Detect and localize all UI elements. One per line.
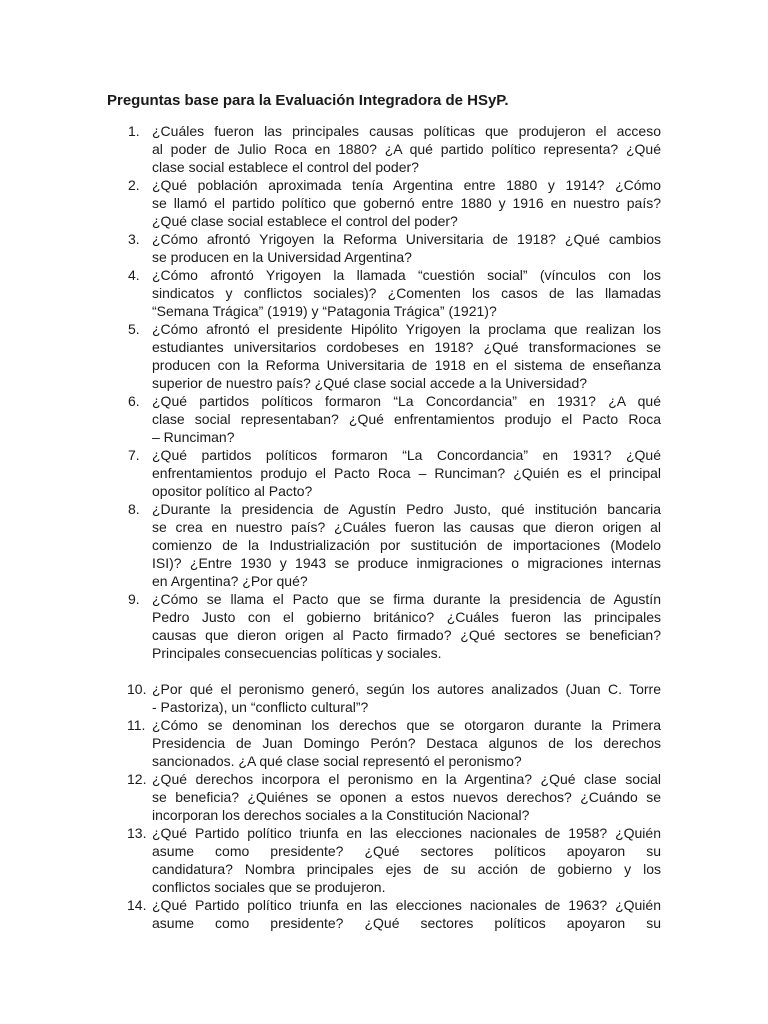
question-item [0,230,768,266]
question-text [152,770,661,824]
question-line: ¿Cómo afrontó Yrigoyen la Reforma Universitaria de 1918? ¿Qué cambios [152,231,661,247]
question-number: 5. [128,321,140,337]
question-line: causas que dieron origen al Pacto firmado? ¿Qué sectores se benefician? [152,627,661,643]
question-line: ¿Por qué el peronismo generó, según los autores analizados (Juan C. Torre [152,681,661,697]
question-line: ¿Durante la presidencia de Agustín Pedro Justo, qué institución bancaria [152,501,661,517]
question-text [152,122,661,176]
question-line: ¿Qué partidos políticos formaron “La Concordancia” en 1931? ¿Qué [152,447,661,463]
question-number: 3. [128,231,140,247]
question-line: ¿Cómo se denominan los derechos que se otorgaron durante la Primera [152,717,661,733]
question-number: 9. [128,591,140,607]
question-text [152,176,661,230]
question-number: 8. [128,501,140,517]
question-text [152,500,661,590]
question-text [152,266,661,320]
question-line: Principales consecuencias políticas y sociales. [152,645,442,661]
question-text [152,446,661,500]
question-item [0,770,768,824]
question-line: opositor político al Pacto? [152,483,313,499]
question-item [0,716,768,770]
question-text [152,590,661,662]
question-text [152,320,661,392]
question-line: se crea en nuestro país? ¿Cuáles fueron las causas que dieron origen al [152,519,661,535]
question-item [0,320,768,392]
question-line: ¿Qué población aproximada tenía Argentina entre 1880 y 1914? ¿Cómo [152,177,661,193]
question-line: – Runciman? [152,429,235,445]
question-line: ¿Qué partidos políticos formaron “La Concordancia” en 1931? ¿A qué [152,393,661,409]
question-line: al poder de Julio Roca en 1880? ¿A qué partido político representa? ¿Qué [152,141,661,157]
question-item [0,824,768,896]
question-item [0,896,768,932]
question-line: ¿Cómo afrontó el presidente Hipólito Yrigoyen la proclama que realizan los [152,321,661,337]
question-line: clase social establece el control del poder? [152,159,419,175]
question-line: sancionados. ¿A qué clase social representó el peronismo? [152,753,522,769]
question-line: - Pastoriza), un “conflicto cultural”? [152,699,369,715]
question-line: enfrentamientos produjo el Pacto Roca – Runciman? ¿Quién es el principal [152,465,661,481]
question-text [152,716,661,770]
question-number: 12. [127,771,147,787]
question-line: se producen en la Universidad Argentina? [152,249,412,265]
question-text [152,392,661,446]
question-number: 13. [127,825,147,841]
question-line: ¿Qué derechos incorpora el peronismo en la Argentina? ¿Qué clase social [152,771,661,787]
question-line: ¿Cómo afrontó Yrigoyen la llamada “cuestión social” (vínculos con los [152,267,661,283]
question-line: asume como presidente? ¿Qué sectores políticos apoyaron su [152,843,661,859]
question-line: incorporan los derechos sociales a la Constitución Nacional? [152,807,530,823]
question-item [0,680,768,716]
question-line: ¿Qué Partido político triunfa en las elecciones nacionales de 1958? ¿Quién [152,825,661,841]
question-line: producen con la Reforma Universitaria de 1918 en el sistema de enseñanza [152,357,661,373]
question-number: 11. [127,717,146,733]
question-number: 7. [128,447,140,463]
question-line: ¿Qué clase social establece el control del poder? [152,213,458,229]
question-number: 2. [128,177,140,193]
question-line: se llamó el partido político que gobernó entre 1880 y 1916 en nuestro país? [152,195,661,211]
question-item [0,266,768,320]
question-line: se beneficia? ¿Quiénes se oponen a estos nuevos derechos? ¿Cuándo se [152,789,661,805]
blank-line [0,662,768,680]
question-text [152,824,661,896]
question-line: Pedro Justo con el gobierno británico? ¿Cuáles fueron las principales [152,609,661,625]
question-line: ISI)? ¿Entre 1930 y 1943 se produce inmigraciones o migraciones internas [152,555,661,571]
question-item [0,392,768,446]
question-item [0,176,768,230]
question-line: sindicatos y conflictos sociales)? ¿Comenten los casos de las llamadas [152,285,661,301]
question-text [152,230,661,266]
question-item [0,500,768,590]
question-line: ¿Cómo se llama el Pacto que se firma durante la presidencia de Agustín [152,591,661,607]
question-number: 1. [128,123,140,139]
question-item [0,446,768,500]
question-line: comienzo de la Industrialización por sustitución de importaciones (Modelo [152,537,661,553]
question-number: 10. [127,681,147,697]
question-item [0,122,768,176]
question-line: candidatura? Nombra principales ejes de su acción de gobierno y los [152,861,661,877]
question-line: “Semana Trágica” (1919) y “Patagonia Trágica” (1921)? [152,303,497,319]
question-item [0,590,768,662]
question-line: superior de nuestro país? ¿Qué clase social accede a la Universidad? [152,375,588,391]
question-line: asume como presidente? ¿Qué sectores políticos apoyaron su [152,915,661,931]
question-line: clase social representaban? ¿Qué enfrentamientos produjo el Pacto Roca [152,411,661,427]
question-line: estudiantes universitarios cordobeses en 1918? ¿Qué transformaciones se [152,339,661,355]
question-line: ¿Qué Partido político triunfa en las elecciones nacionales de 1963? ¿Quién [152,897,661,913]
question-line: Presidencia de Juan Domingo Perón? Destaca algunos de los derechos [152,735,661,751]
question-line: conflictos sociales que se produjeron. [152,879,386,895]
question-number: 14. [127,897,147,913]
document-title: Preguntas base para la Evaluación Integradora de HSyP. [107,92,509,109]
question-text [152,680,661,716]
question-number: 4. [128,267,140,283]
question-line: ¿Cuáles fueron las principales causas políticas que produjeron el acceso [152,123,661,139]
questions-list [0,122,768,932]
question-text [152,896,661,932]
question-number: 6. [128,393,140,409]
question-line: en Argentina? ¿Por qué? [152,573,308,589]
